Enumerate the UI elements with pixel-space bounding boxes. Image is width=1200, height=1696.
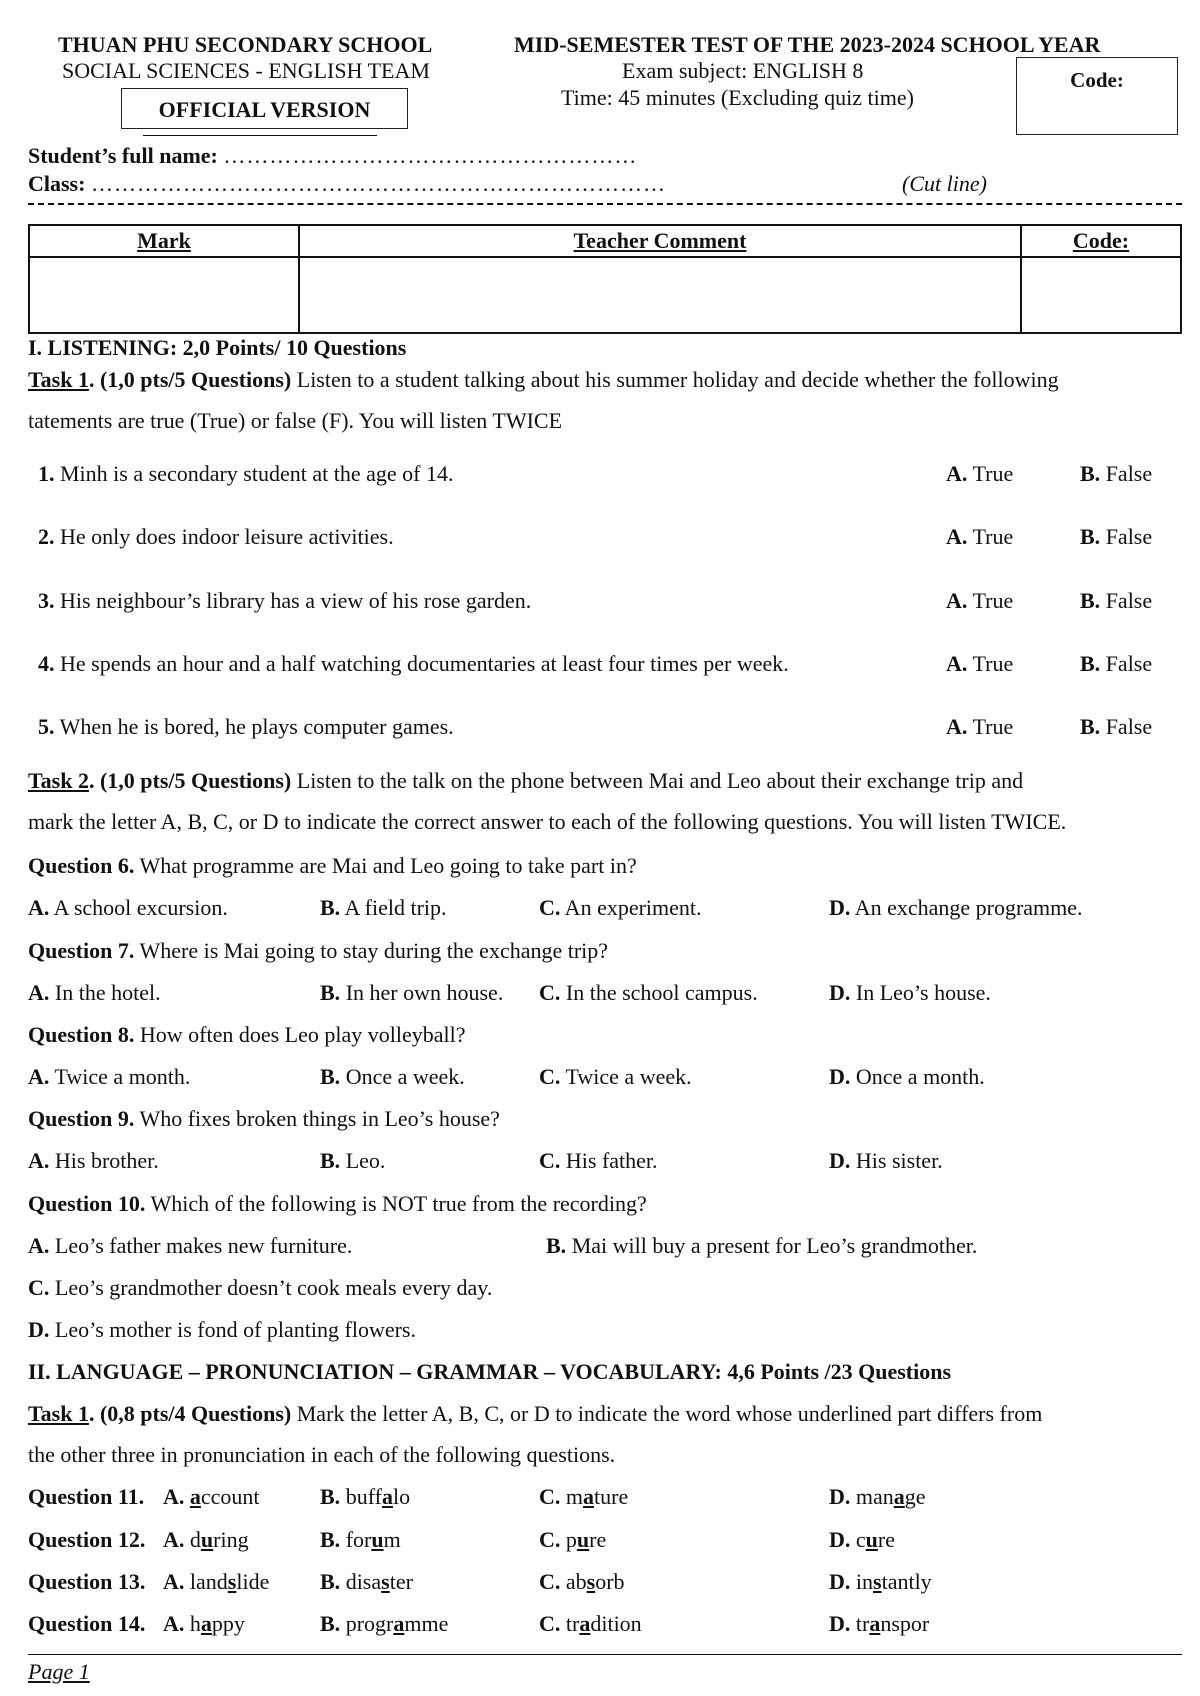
answer-option[interactable]: C. An experiment. xyxy=(539,895,702,920)
question-text: He spends an hour and a half watching documentaries at least four times per week. xyxy=(54,651,789,676)
answer-option[interactable]: A. Twice a month. xyxy=(28,1064,191,1089)
mark-table xyxy=(28,224,1182,334)
code-cell[interactable] xyxy=(1021,257,1181,333)
tf-option-false[interactable]: B. False xyxy=(1080,588,1153,613)
tf-question xyxy=(38,716,454,738)
pronunciation-option[interactable]: A. account xyxy=(163,1484,260,1509)
question-10 xyxy=(28,1193,647,1215)
question-number: Question 12. xyxy=(28,1527,146,1552)
question-number: Question 14. xyxy=(28,1611,146,1636)
pronunciation-option[interactable]: D. transpor xyxy=(829,1611,930,1636)
question-number: Question 13. xyxy=(28,1569,146,1594)
team-name: SOCIAL SCIENCES - ENGLISH TEAM xyxy=(62,58,430,83)
question-text: Where is Mai going to stay during the exchange trip? xyxy=(134,938,609,963)
official-version-box xyxy=(121,88,408,129)
question-text: Who fixes broken things in Leo’s house? xyxy=(134,1106,500,1131)
question-number: Question 8. xyxy=(28,1022,135,1047)
pronunciation-option[interactable]: C. pure xyxy=(539,1527,607,1552)
cut-line-label: (Cut line) xyxy=(902,171,987,196)
answer-option[interactable]: B. In her own house. xyxy=(320,980,504,1005)
answer-option[interactable]: B. Once a week. xyxy=(320,1064,465,1089)
pronunciation-option[interactable]: D. instantly xyxy=(829,1569,932,1594)
question xyxy=(28,1108,500,1130)
question-text: Which of the following is NOT true from the recording? xyxy=(145,1191,647,1216)
answer-option[interactable]: D. An exchange programme. xyxy=(829,895,1083,920)
test-title: MID-SEMESTER TEST OF THE 2023-2024 SCHOOL YEAR xyxy=(514,32,1101,57)
student-name-dots: ……………………………………………… xyxy=(223,143,638,168)
official-version-label: OFFICIAL VERSION xyxy=(158,97,371,122)
answer-option[interactable]: A. A school excursion. xyxy=(28,895,228,920)
question-number: Question 9. xyxy=(28,1106,135,1131)
underlined-sound: a xyxy=(200,1611,212,1636)
answer-option[interactable]: A. In the hotel. xyxy=(28,980,161,1005)
question-text: He only does indoor leisure activities. xyxy=(54,524,394,549)
question-number: Question 10. xyxy=(28,1191,146,1216)
pronunciation-option[interactable]: D. manage xyxy=(829,1484,926,1509)
tf-question xyxy=(38,590,531,612)
task-instruction: Mark the letter A, B, C, or D to indicate the word whose underlined part differs from xyxy=(291,1401,1043,1426)
answer-option[interactable]: C. His father. xyxy=(539,1148,658,1173)
question-number: Question 7. xyxy=(28,938,135,963)
exam-subject: Exam subject: ENGLISH 8 xyxy=(622,58,864,83)
teacher-comment-header: Teacher Comment xyxy=(299,225,1021,257)
underlined-sound: a xyxy=(393,1611,405,1636)
task-points: (0,8 pts/4 Questions) xyxy=(99,1401,292,1426)
underlined-sound: s xyxy=(381,1569,390,1594)
underlined-sound: s xyxy=(873,1569,882,1594)
cut-line xyxy=(28,203,1182,205)
tf-option-true[interactable]: A. True xyxy=(946,651,1014,676)
mark-cell[interactable] xyxy=(29,257,299,333)
answer-option[interactable]: D. Once a month. xyxy=(829,1064,985,1089)
tf-option-false[interactable]: B. False xyxy=(1080,651,1153,676)
answer-option[interactable]: B. Leo. xyxy=(320,1148,386,1173)
task-points: (1,0 pts/5 Questions) xyxy=(99,768,292,793)
question xyxy=(28,940,608,962)
q10-option-c[interactable]: C. Leo’s grandmother doesn’t cook meals every day. xyxy=(28,1275,493,1300)
tf-option-false[interactable]: B. False xyxy=(1080,461,1153,486)
task-label: Task 2 xyxy=(28,768,89,793)
tf-option-false[interactable]: B. False xyxy=(1080,714,1153,739)
pronunciation-option[interactable]: B. programme xyxy=(320,1611,449,1636)
answer-option[interactable]: C. Twice a week. xyxy=(539,1064,692,1089)
underlined-sound: a xyxy=(381,1484,393,1509)
answer-option[interactable]: D. In Leo’s house. xyxy=(829,980,991,1005)
tf-question xyxy=(38,526,394,548)
language-heading: II. LANGUAGE – PRONUNCIATION – GRAMMAR – VOCABULARY: 4,6 Points /23 Questions xyxy=(28,1359,952,1384)
school-name: THUAN PHU SECONDARY SCHOOL xyxy=(58,32,433,57)
task-instruction: Listen to a student talking about his summer holiday and decide whether the following xyxy=(291,367,1059,392)
tf-option-true[interactable]: A. True xyxy=(946,461,1014,486)
underlined-sound: a xyxy=(579,1611,591,1636)
pronunciation-option[interactable]: A. during xyxy=(163,1527,249,1552)
underlined-sound: a xyxy=(893,1484,905,1509)
pronunciation-option[interactable]: B. buffalo xyxy=(320,1484,411,1509)
task-points: (1,0 pts/5 Questions) xyxy=(99,367,292,392)
underlined-sound: a xyxy=(869,1611,881,1636)
pronunciation-option[interactable]: C. mature xyxy=(539,1484,629,1509)
underlined-sound: u xyxy=(371,1527,384,1552)
underlined-sound: u xyxy=(865,1527,878,1552)
student-name-label: Student’s full name: xyxy=(28,143,218,168)
question-number: 3. xyxy=(38,588,55,613)
underlined-sound: a xyxy=(583,1484,595,1509)
student-name-line[interactable] xyxy=(28,143,637,169)
question-number: 5. xyxy=(38,714,55,739)
answer-option[interactable]: D. His sister. xyxy=(829,1148,943,1173)
pronunciation-option[interactable]: A. landslide xyxy=(163,1569,270,1594)
pronunciation-option[interactable]: C. absorb xyxy=(539,1569,625,1594)
pronunciation-option[interactable]: B. disaster xyxy=(320,1569,413,1594)
tf-option-false[interactable]: B. False xyxy=(1080,524,1153,549)
answer-option[interactable]: B. A field trip. xyxy=(320,895,447,920)
teacher-comment-cell[interactable] xyxy=(299,257,1021,333)
listening-task1-instruction-cont: tatements are true (True) or false (F). You will listen TWICE xyxy=(28,408,563,433)
tf-option-true[interactable]: A. True xyxy=(946,714,1014,739)
tf-question xyxy=(38,653,789,675)
class-line[interactable] xyxy=(28,171,666,197)
q10-option-d[interactable]: D. Leo’s mother is fond of planting flowers. xyxy=(28,1317,416,1342)
question-text: How often does Leo play volleyball? xyxy=(134,1022,466,1047)
pronunciation-option[interactable]: D. cure xyxy=(829,1527,895,1552)
question-number: 1. xyxy=(38,461,55,486)
question-number: 2. xyxy=(38,524,55,549)
question xyxy=(28,1024,466,1046)
version-underline xyxy=(143,135,377,136)
underlined-sound: u xyxy=(576,1527,590,1552)
question-text: Minh is a secondary student at the age of 14. xyxy=(54,461,454,486)
answer-option[interactable]: C. In the school campus. xyxy=(539,980,758,1005)
code-header: Code: xyxy=(1021,225,1181,257)
question xyxy=(28,855,637,877)
pronunciation-option[interactable]: C. tradition xyxy=(539,1611,642,1636)
tf-option-true[interactable]: A. True xyxy=(946,588,1014,613)
code-box xyxy=(1016,57,1178,135)
page-number: Page 1 xyxy=(28,1659,90,1684)
language-task1-instruction-cont: the other three in pronunciation in each of the following questions. xyxy=(28,1442,616,1467)
class-label: Class: xyxy=(28,171,86,196)
class-dots: ………………………………………………………………… xyxy=(90,171,666,196)
q10-option-b[interactable]: B. Mai will buy a present for Leo’s grandmother. xyxy=(546,1233,978,1258)
pronunciation-option[interactable]: A. happy xyxy=(163,1611,245,1636)
question-number: Question 6. xyxy=(28,853,135,878)
answer-option[interactable]: A. His brother. xyxy=(28,1148,159,1173)
underlined-sound: s xyxy=(586,1569,596,1594)
underlined-sound: a xyxy=(189,1484,201,1509)
underlined-sound: s xyxy=(227,1569,237,1594)
question-number: Question 11. xyxy=(28,1484,145,1509)
task-label: Task 1 xyxy=(28,367,89,392)
question-text: When he is bored, he plays computer games. xyxy=(54,714,454,739)
listening-task2-instruction-cont: mark the letter A, B, C, or D to indicate the correct answer to each of the following questions. You will listen TWICE. xyxy=(28,809,1067,834)
question-number: 4. xyxy=(38,651,55,676)
underlined-sound: u xyxy=(200,1527,214,1552)
mark-header: Mark xyxy=(29,225,299,257)
listening-task1-instruction: Task 1. (1,0 pts/5 Questions) Listen to a student talking about his summer holiday and decide whether the following xyxy=(28,367,1059,392)
listening-task2-instruction: Task 2. (1,0 pts/5 Questions) Listen to the talk on the phone between Mai and Leo about their exchange trip and xyxy=(28,768,1024,793)
q10-option-a[interactable]: A. Leo’s father makes new furniture. xyxy=(28,1233,353,1258)
task-instruction: Listen to the talk on the phone between Mai and Leo about their exchange trip and xyxy=(291,768,1024,793)
footer-rule xyxy=(28,1654,1182,1655)
exam-time: Time: 45 minutes (Excluding quiz time) xyxy=(561,85,914,110)
language-task1-instruction: Task 1. (0,8 pts/4 Questions) Mark the letter A, B, C, or D to indicate the word whose underlined part differs from xyxy=(28,1401,1043,1426)
tf-option-true[interactable]: A. True xyxy=(946,524,1014,549)
pronunciation-option[interactable]: B. forum xyxy=(320,1527,401,1552)
task-label: Task 1 xyxy=(28,1401,89,1426)
question-text: What programme are Mai and Leo going to take part in? xyxy=(134,853,637,878)
listening-heading: I. LISTENING: 2,0 Points/ 10 Questions xyxy=(28,335,407,360)
question-text: His neighbour’s library has a view of his rose garden. xyxy=(54,588,532,613)
tf-question xyxy=(38,463,453,485)
code-box-label: Code: xyxy=(1070,68,1124,92)
